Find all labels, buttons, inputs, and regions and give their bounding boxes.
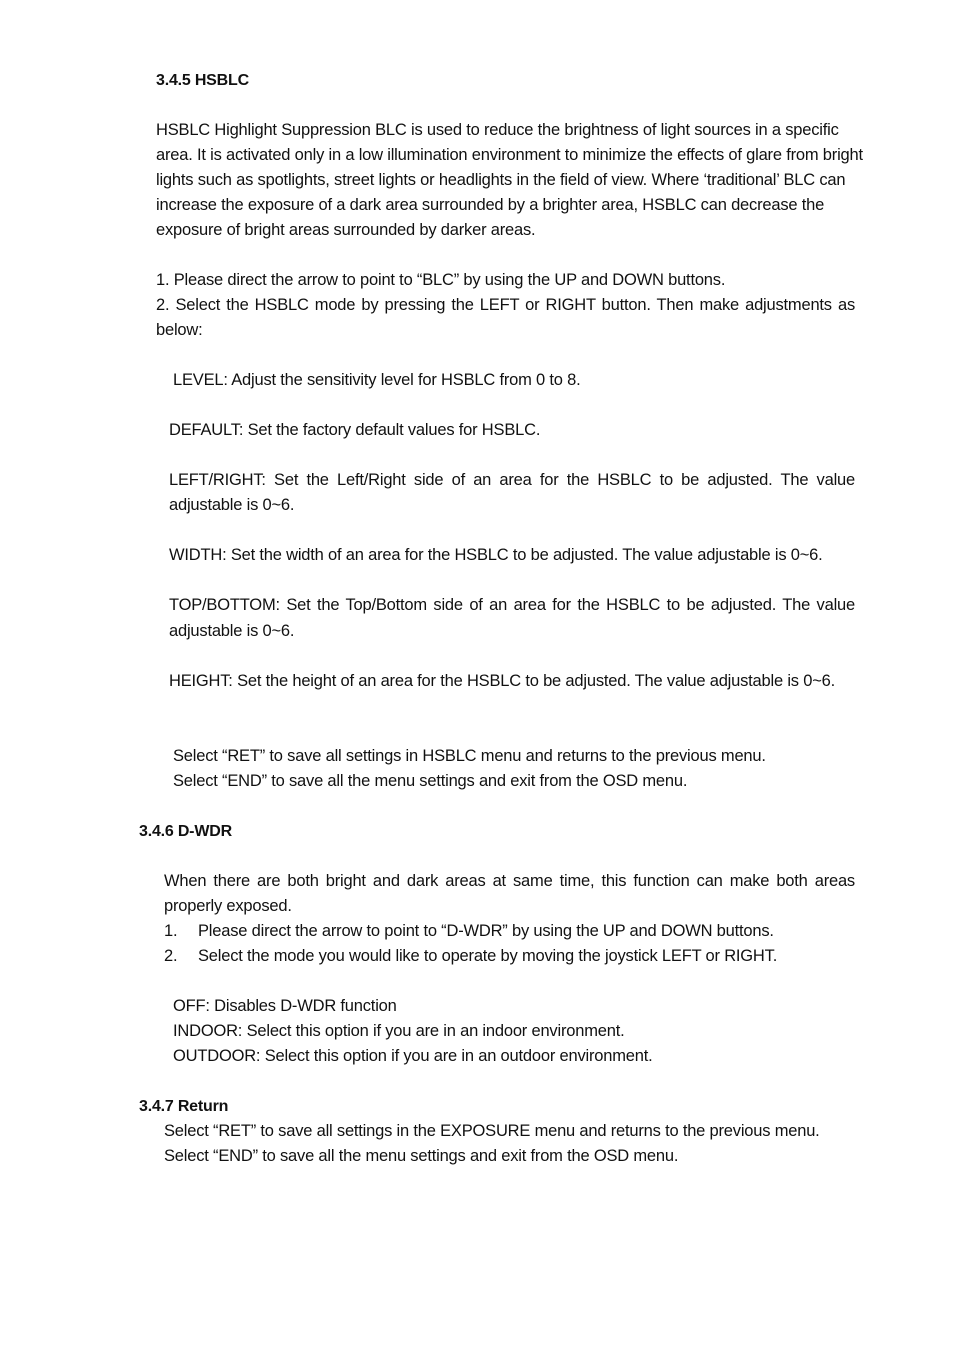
return-end: Select “END” to save all the menu settings and exit from the OSD menu. xyxy=(164,1147,679,1165)
hsblc-leftright-text: LEFT/RIGHT: Set the Left/Right side of an area for the HSBLC to be adjusted. The value xyxy=(169,471,855,489)
hsblc-topbottom-line-1 xyxy=(169,593,855,618)
section-heading-return: 3.4.7 Return xyxy=(139,1098,229,1115)
hsblc-step-2-line-1 xyxy=(156,293,855,318)
dwdr-off: OFF: Disables D-WDR function xyxy=(173,997,397,1015)
hsblc-step-1: 1. Please direct the arrow to point to “BLC” by using the UP and DOWN buttons. xyxy=(156,271,726,289)
hsblc-intro-line-5: exposure of bright areas surrounded by darker areas. xyxy=(156,221,536,239)
hsblc-intro-line-2: area. It is activated only in a low illumination environment to minimize the effects of glare from bright xyxy=(156,146,863,164)
dwdr-indoor: INDOOR: Select this option if you are in an indoor environment. xyxy=(173,1022,625,1040)
dwdr-list-number: 2. xyxy=(164,947,178,965)
hsblc-end: Select “END” to save all the menu settings and exit from the OSD menu. xyxy=(173,772,688,790)
hsblc-leftright-line-1 xyxy=(169,468,855,493)
hsblc-height: HEIGHT: Set the height of an area for the HSBLC to be adjusted. The value adjustable is 0~6. xyxy=(169,672,836,690)
dwdr-list-item-1 xyxy=(164,919,864,944)
hsblc-intro-line-3: lights such as spotlights, street lights or headlights in the field of view. Where ‘traditional’ BLC can xyxy=(156,171,846,189)
dwdr-intro-line-1 xyxy=(164,869,855,894)
dwdr-list-text: Select the mode you would like to operate by moving the joystick LEFT or RIGHT. xyxy=(198,947,778,965)
hsblc-topbottom-text: TOP/BOTTOM: Set the Top/Bottom side of an area for the HSBLC to be adjusted. The value xyxy=(169,596,855,614)
hsblc-ret: Select “RET” to save all settings in HSBLC menu and returns to the previous menu. xyxy=(173,747,766,765)
hsblc-level: LEVEL: Adjust the sensitivity level for HSBLC from 0 to 8. xyxy=(173,371,581,389)
hsblc-default: DEFAULT: Set the factory default values for HSBLC. xyxy=(169,421,541,439)
dwdr-list-text: Please direct the arrow to point to “D-WDR” by using the UP and DOWN buttons. xyxy=(198,922,774,940)
hsblc-width: WIDTH: Set the width of an area for the HSBLC to be adjusted. The value adjustable is 0~6. xyxy=(169,546,823,564)
dwdr-outdoor: OUTDOOR: Select this option if you are in an outdoor environment. xyxy=(173,1047,653,1065)
hsblc-intro-line-4: increase the exposure of a dark area surrounded by a brighter area, HSBLC can decrease the xyxy=(156,196,825,214)
hsblc-step-2-line-2: below: xyxy=(156,321,203,339)
return-ret: Select “RET” to save all settings in the EXPOSURE menu and returns to the previous menu. xyxy=(164,1122,820,1140)
dwdr-list-item-2 xyxy=(164,944,864,969)
dwdr-list-number: 1. xyxy=(164,922,178,940)
section-heading-hsblc: 3.4.5 HSBLC xyxy=(156,72,249,89)
hsblc-intro-line-1: HSBLC Highlight Suppression BLC is used to reduce the brightness of light sources in a specific xyxy=(156,121,839,139)
hsblc-topbottom-line-2: adjustable is 0~6. xyxy=(169,622,295,640)
hsblc-step-2-text: 2. Select the HSBLC mode by pressing the LEFT or RIGHT button. Then make adjustments as xyxy=(156,296,855,314)
dwdr-intro-line-2: properly exposed. xyxy=(164,897,292,915)
hsblc-leftright-line-2: adjustable is 0~6. xyxy=(169,496,295,514)
dwdr-intro-text: When there are both bright and dark areas at same time, this function can make both areas xyxy=(164,872,855,890)
section-heading-dwdr: 3.4.6 D-WDR xyxy=(139,823,232,840)
